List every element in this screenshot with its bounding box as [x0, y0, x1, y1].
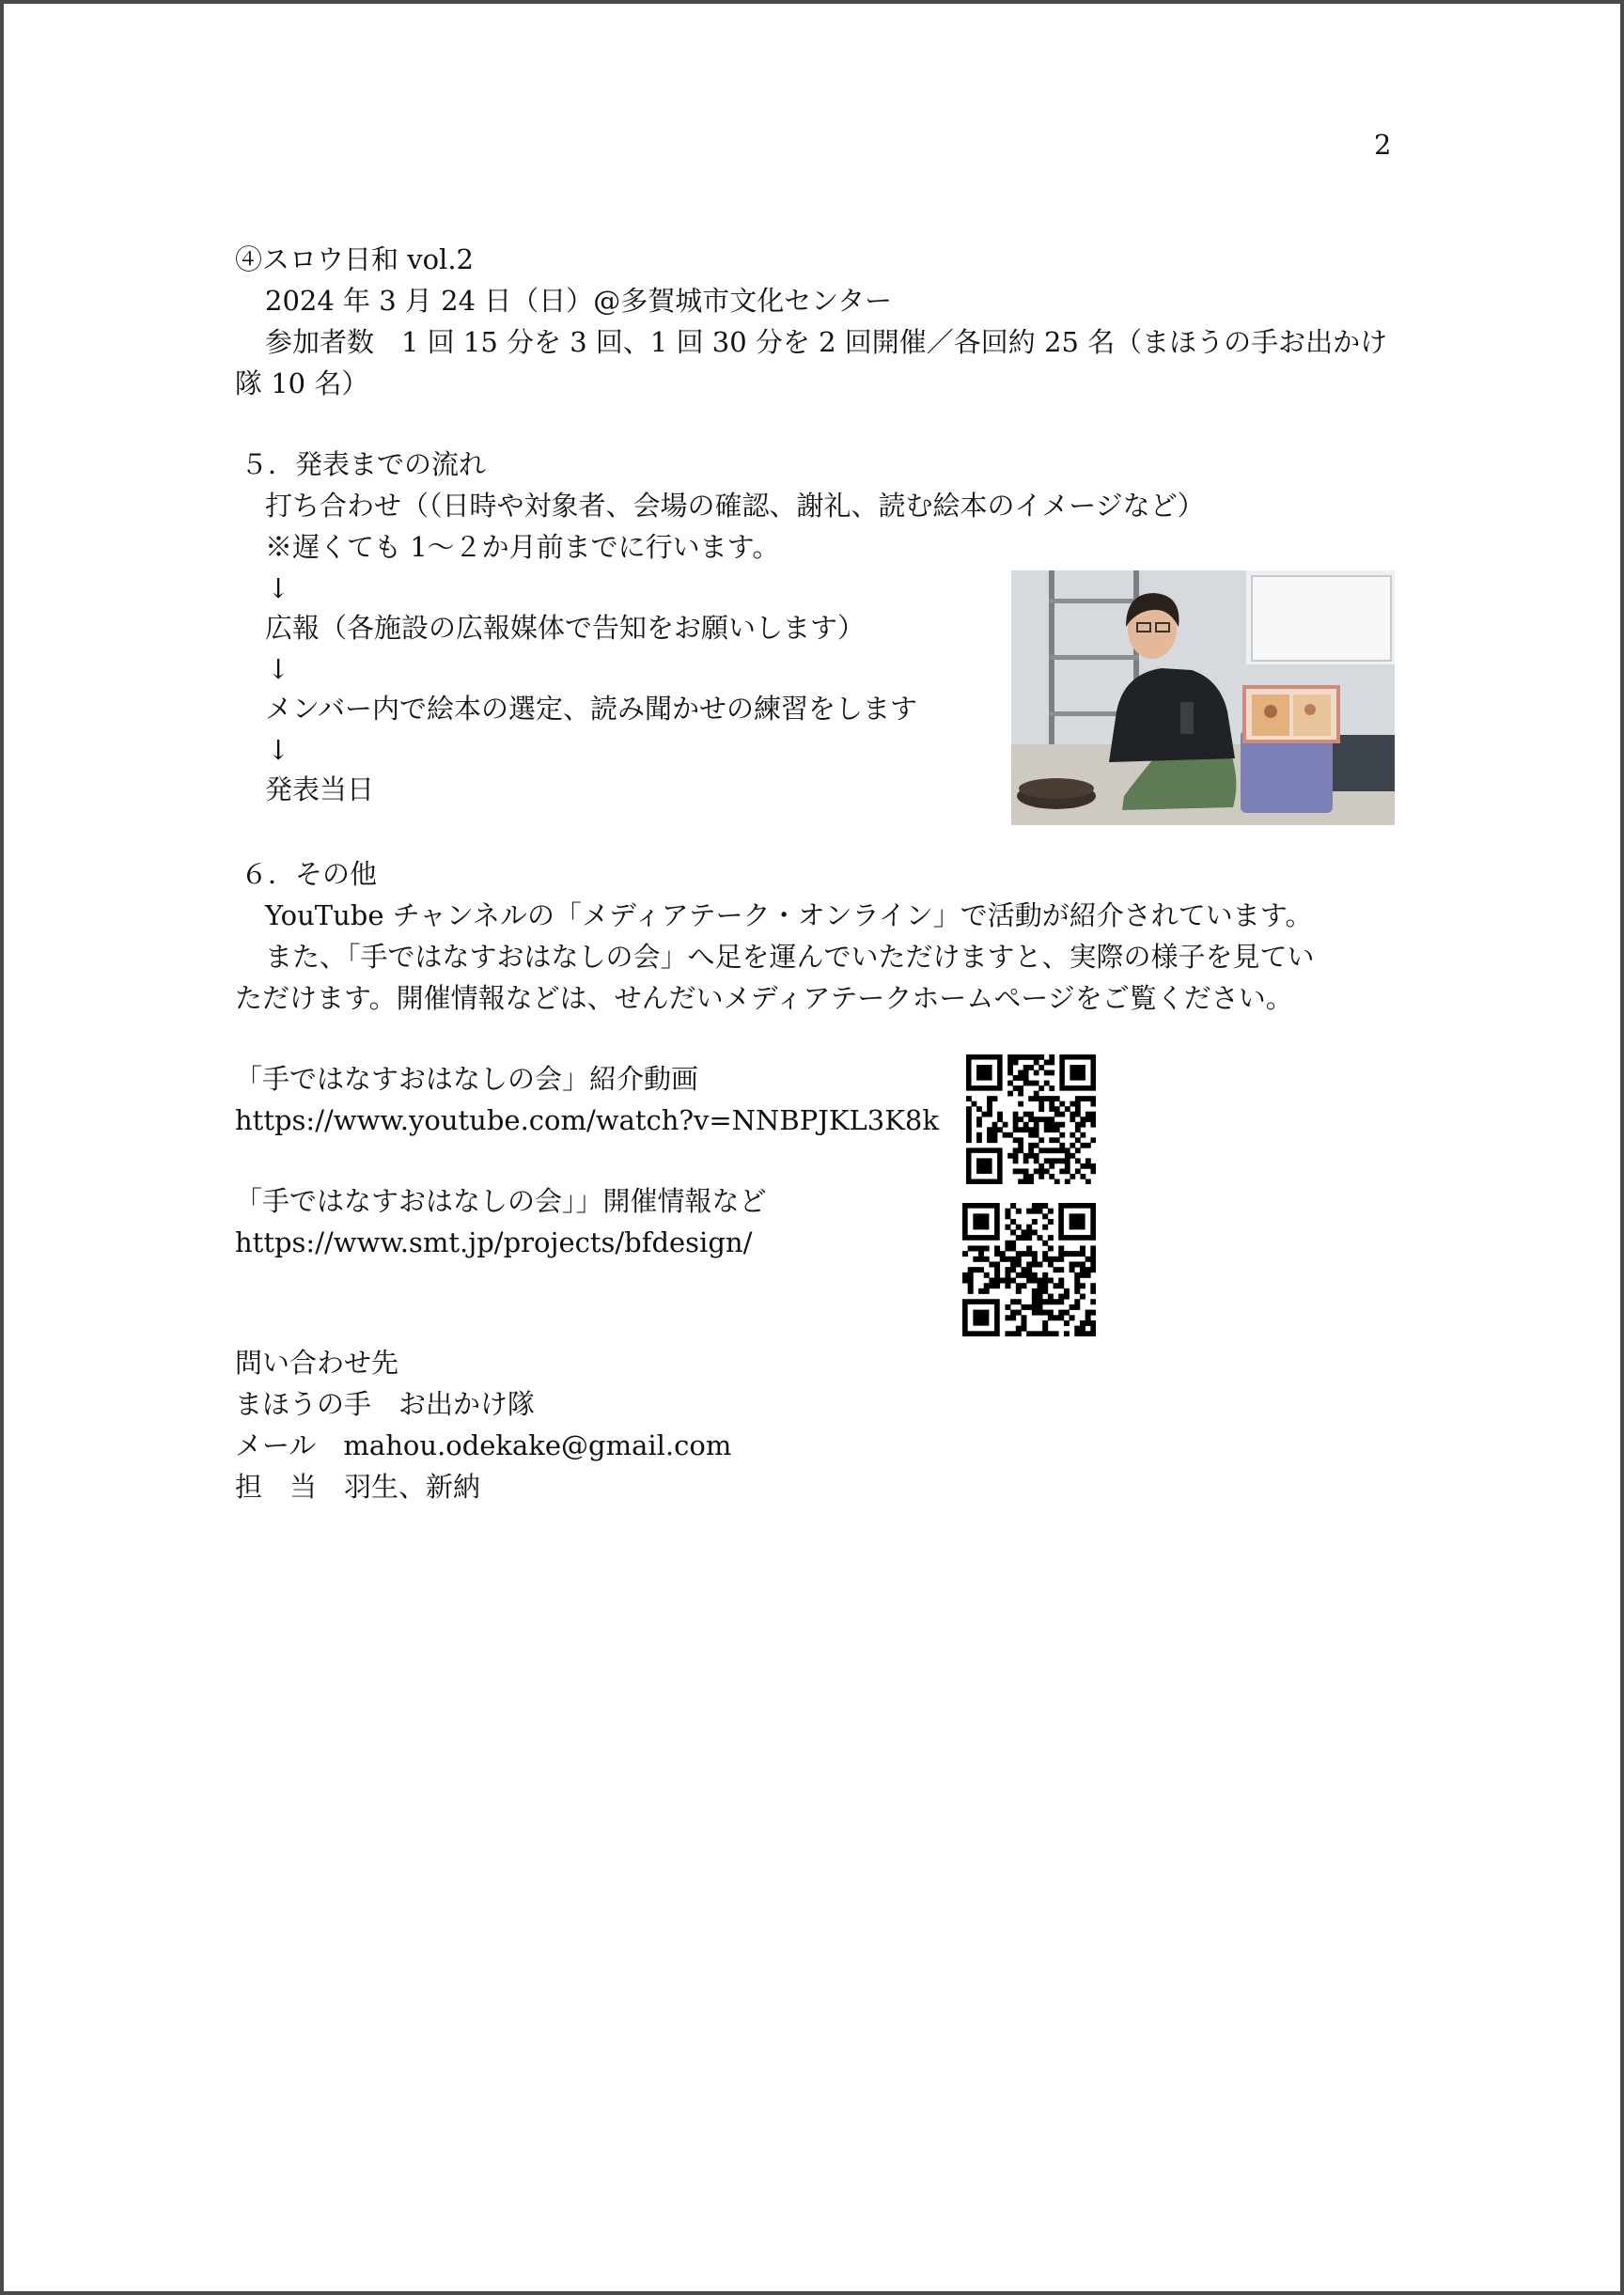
participants-line-2: 隊 10 名）	[235, 367, 369, 399]
participants-line-1: 参加者数 1 回 15 分を 3 回、1 回 30 分を 2 回開催／各回約 25 名（まほうの手お出かけ	[265, 326, 1388, 358]
qr-code-icon	[962, 1203, 1096, 1336]
qr-code-icon	[966, 1054, 1096, 1184]
section-5-heading: ５．発表までの流れ	[241, 448, 487, 480]
page-number: 2	[1374, 129, 1392, 161]
other-line-1: YouTube チャンネルの「メディアテーク・オンライン」で活動が紹介されています。	[265, 899, 1313, 931]
contact-heading: 問い合わせ先	[235, 1347, 399, 1379]
flow-arrow: ↓	[267, 572, 290, 604]
event-date: 2024 年 3 月 24 日（日）@多賀城市文化センター	[265, 285, 893, 317]
video-url-link[interactable]: https://www.youtube.com/watch?v=NNBPJKL3K8k	[235, 1104, 939, 1136]
storytelling-photo	[1011, 570, 1395, 825]
flow-step-meeting: 打ち合わせ（（日時や対象者、会場の確認、謝礼、読む絵本のイメージなど）	[265, 490, 1205, 522]
flow-note: ※遅くても 1～２か月前までに行います。	[265, 531, 780, 563]
contact-email: メール mahou.odekake@gmail.com	[235, 1429, 732, 1461]
section-6-heading: ６．その他	[241, 858, 378, 890]
info-qr-code[interactable]	[962, 1203, 1092, 1333]
video-qr-code[interactable]	[966, 1054, 1096, 1184]
info-url-link[interactable]: https://www.smt.jp/projects/bfdesign/	[235, 1226, 753, 1258]
other-line-2: また、「手ではなすおはなしの会」へ足を運んでいただけますと、実際の様子を見てい	[265, 941, 1315, 973]
flow-step-publicity: 広報（各施設の広報媒体で告知をお願いします）	[265, 612, 866, 644]
info-link-label: 「手ではなすおはなしの会」」開催情報など	[235, 1185, 767, 1217]
flow-arrow: ↓	[267, 653, 290, 685]
other-line-3: ただけます。開催情報などは、せんだいメディアテークホームページをご覧ください。	[235, 982, 1293, 1014]
contact-staff: 担 当 羽生、新納	[235, 1471, 481, 1503]
event-title: ④スロウ日和 vol.2	[235, 243, 475, 275]
flow-arrow: ↓	[267, 734, 290, 766]
photo-illustration	[1011, 570, 1395, 825]
flow-step-practice: メンバー内で絵本の選定、読み聞かせの練習をします	[265, 693, 917, 725]
video-link-label: 「手ではなすおはなしの会」紹介動画	[235, 1063, 699, 1095]
contact-group: まほうの手 お出かけ隊	[235, 1388, 536, 1420]
flow-step-event-day: 発表当日	[265, 773, 375, 805]
